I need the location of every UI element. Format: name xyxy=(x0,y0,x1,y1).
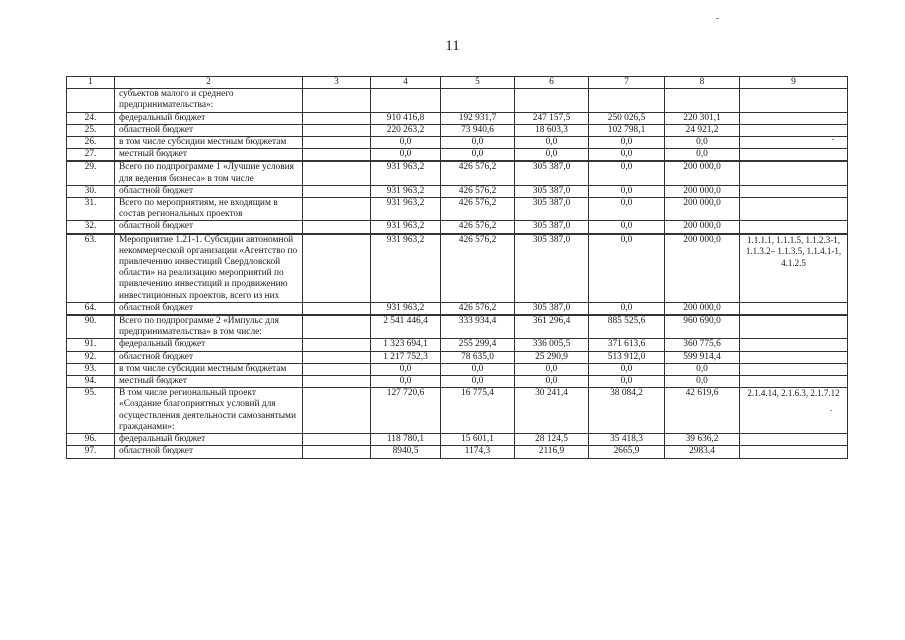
row-name: областной бюджет xyxy=(115,185,303,197)
table-row xyxy=(67,89,848,112)
cell-col5: 255 299,4 xyxy=(441,339,515,351)
cell-col4: 0,0 xyxy=(371,149,441,162)
cell-col3 xyxy=(303,446,371,458)
cell-result-codes xyxy=(740,315,848,339)
row-name: субъектов малого и среднего предпринимательства»: xyxy=(115,89,303,112)
cell-result-codes xyxy=(740,434,848,446)
cell-col5: 426 576,2 xyxy=(441,198,515,221)
page-number: 11 xyxy=(445,38,460,54)
cell-col8: 2983,4 xyxy=(665,446,740,458)
cell-col6: 0,0 xyxy=(515,137,589,149)
row-name: областной бюджет xyxy=(115,351,303,363)
cell-col7: 0,0 xyxy=(589,221,665,234)
row-name: федеральный бюджет xyxy=(115,339,303,351)
cell-col8: 0,0 xyxy=(665,137,740,149)
column-header-7: 7 xyxy=(589,77,665,89)
cell-col6: 0,0 xyxy=(515,376,589,388)
cell-col6: 0,0 xyxy=(515,363,589,375)
cell-col6: 25 290,9 xyxy=(515,351,589,363)
table-row xyxy=(67,339,848,351)
cell-col3 xyxy=(303,137,371,149)
row-number: 91. xyxy=(67,339,115,351)
column-header-1: 1 xyxy=(67,77,115,89)
cell-result-codes xyxy=(740,198,848,221)
cell-col3 xyxy=(303,363,371,375)
cell-col7: 38 084,2 xyxy=(589,388,665,434)
row-name: федеральный бюджет xyxy=(115,434,303,446)
cell-col6: 305 387,0 xyxy=(515,234,589,303)
cell-result-codes xyxy=(740,89,848,112)
table-row xyxy=(67,315,848,339)
cell-col5: 73 940,6 xyxy=(441,124,515,136)
cell-col5: 426 576,2 xyxy=(441,302,515,315)
cell-col7: 0,0 xyxy=(589,185,665,197)
table-row xyxy=(67,234,848,303)
row-name: Всего по подпрограмме 2 «Импульс для предпринимательства» в том числе: xyxy=(115,315,303,339)
cell-col8: 200 000,0 xyxy=(665,185,740,197)
cell-col4: 931 963,2 xyxy=(371,185,441,197)
row-name: в том числе субсидии местным бюджетам xyxy=(115,137,303,149)
cell-result-codes: 2.1.4.14, 2.1.6.3, 2.1.7.12 xyxy=(740,388,848,434)
cell-col6: 18 603,3 xyxy=(515,124,589,136)
scan-speck xyxy=(716,18,719,19)
cell-col7: 250 026,5 xyxy=(589,112,665,124)
row-number: 25. xyxy=(67,124,115,136)
cell-col4: 8940,5 xyxy=(371,446,441,458)
cell-col8 xyxy=(665,89,740,112)
cell-col6: 305 387,0 xyxy=(515,221,589,234)
cell-col4: 0,0 xyxy=(371,363,441,375)
table-row xyxy=(67,446,848,458)
row-number: 94. xyxy=(67,376,115,388)
table-row xyxy=(67,149,848,162)
table-row xyxy=(67,434,848,446)
row-name: областной бюджет xyxy=(115,124,303,136)
cell-col6: 0,0 xyxy=(515,149,589,162)
cell-col8: 200 000,0 xyxy=(665,302,740,315)
cell-col8: 0,0 xyxy=(665,149,740,162)
cell-col8: 200 000,0 xyxy=(665,161,740,185)
cell-col5: 1174,3 xyxy=(441,446,515,458)
column-header-2: 2 xyxy=(115,77,303,89)
cell-col4: 1 323 694,1 xyxy=(371,339,441,351)
row-number: 95. xyxy=(67,388,115,434)
column-header-8: 8 xyxy=(665,77,740,89)
cell-col8: 360 775,6 xyxy=(665,339,740,351)
cell-col4: 931 963,2 xyxy=(371,198,441,221)
row-number: 29. xyxy=(67,161,115,185)
cell-col8: 200 000,0 xyxy=(665,234,740,303)
cell-result-codes xyxy=(740,376,848,388)
row-name: областной бюджет xyxy=(115,221,303,234)
cell-col7: 0,0 xyxy=(589,198,665,221)
table-row xyxy=(67,388,848,434)
cell-col4: 931 963,2 xyxy=(371,161,441,185)
column-header-5: 5 xyxy=(441,77,515,89)
cell-col3 xyxy=(303,339,371,351)
row-number: 27. xyxy=(67,149,115,162)
cell-col6: 2116,9 xyxy=(515,446,589,458)
cell-col5: 192 931,7 xyxy=(441,112,515,124)
cell-col7: 0,0 xyxy=(589,363,665,375)
cell-col5: 78 635,0 xyxy=(441,351,515,363)
cell-col5: 0,0 xyxy=(441,376,515,388)
cell-col3 xyxy=(303,351,371,363)
row-number: 90. xyxy=(67,315,115,339)
cell-col8: 960 690,0 xyxy=(665,315,740,339)
row-number: 32. xyxy=(67,221,115,234)
cell-col7: 0,0 xyxy=(589,376,665,388)
table-row xyxy=(67,137,848,149)
cell-col8: 599 914,4 xyxy=(665,351,740,363)
cell-col3 xyxy=(303,388,371,434)
cell-col8: 42 619,6 xyxy=(665,388,740,434)
cell-col6: 336 005,5 xyxy=(515,339,589,351)
cell-col6: 305 387,0 xyxy=(515,185,589,197)
row-name: Всего по подпрограмме 1 «Лучшие условия для ведения бизнеса» в том числе xyxy=(115,161,303,185)
cell-col4: 1 217 752,3 xyxy=(371,351,441,363)
table-row xyxy=(67,112,848,124)
cell-col3 xyxy=(303,112,371,124)
row-name: федеральный бюджет xyxy=(115,112,303,124)
cell-result-codes xyxy=(740,221,848,234)
cell-col8: 24 921,2 xyxy=(665,124,740,136)
cell-col4: 2 541 446,4 xyxy=(371,315,441,339)
cell-col4: 220 263,2 xyxy=(371,124,441,136)
cell-result-codes: 1.1.1.1, 1.1.1.5, 1.1.2.3-1, 1.1.3.2– 1.1.3.5, 1.1.4.1-1, 4.1.2.5 xyxy=(740,234,848,303)
row-number: 26. xyxy=(67,137,115,149)
row-name: областной бюджет xyxy=(115,446,303,458)
cell-result-codes xyxy=(740,446,848,458)
cell-col8: 220 301,1 xyxy=(665,112,740,124)
cell-col3 xyxy=(303,221,371,234)
cell-result-codes xyxy=(740,149,848,162)
cell-col8: 200 000,0 xyxy=(665,221,740,234)
row-number: 63. xyxy=(67,234,115,303)
cell-result-codes xyxy=(740,124,848,136)
cell-col4: 931 963,2 xyxy=(371,221,441,234)
row-number: 97. xyxy=(67,446,115,458)
cell-col6: 305 387,0 xyxy=(515,198,589,221)
cell-col7: 0,0 xyxy=(589,137,665,149)
cell-col6: 28 124,5 xyxy=(515,434,589,446)
cell-result-codes xyxy=(740,363,848,375)
row-name: Всего по мероприятиям, не входящим в состав региональных проектов xyxy=(115,198,303,221)
column-header-3: 3 xyxy=(303,77,371,89)
cell-col5: 0,0 xyxy=(441,149,515,162)
row-number: 93. xyxy=(67,363,115,375)
table-row xyxy=(67,363,848,375)
column-header-9: 9 xyxy=(740,77,848,89)
cell-col7: 0,0 xyxy=(589,161,665,185)
cell-col8: 200 000,0 xyxy=(665,198,740,221)
cell-result-codes xyxy=(740,137,848,149)
row-number: 64. xyxy=(67,302,115,315)
row-number: 96. xyxy=(67,434,115,446)
cell-col3 xyxy=(303,161,371,185)
row-number: 31. xyxy=(67,198,115,221)
table-row xyxy=(67,351,848,363)
cell-col4: 0,0 xyxy=(371,137,441,149)
cell-col6: 30 241,4 xyxy=(515,388,589,434)
cell-col7: 102 798,1 xyxy=(589,124,665,136)
cell-col7: 513 912,0 xyxy=(589,351,665,363)
cell-col3 xyxy=(303,376,371,388)
table-row xyxy=(67,221,848,234)
row-number: 92. xyxy=(67,351,115,363)
cell-col8: 0,0 xyxy=(665,376,740,388)
cell-col6: 305 387,0 xyxy=(515,302,589,315)
cell-col5: 333 934,4 xyxy=(441,315,515,339)
cell-col6: 305 387,0 xyxy=(515,161,589,185)
cell-result-codes xyxy=(740,185,848,197)
cell-col7: 0,0 xyxy=(589,234,665,303)
cell-col3 xyxy=(303,434,371,446)
cell-col5: 426 576,2 xyxy=(441,161,515,185)
row-number xyxy=(67,89,115,112)
table-row xyxy=(67,376,848,388)
cell-col7: 35 418,3 xyxy=(589,434,665,446)
cell-col5 xyxy=(441,89,515,112)
table-row xyxy=(67,124,848,136)
table-row xyxy=(67,198,848,221)
cell-col5: 15 601,1 xyxy=(441,434,515,446)
cell-result-codes xyxy=(740,112,848,124)
column-header-6: 6 xyxy=(515,77,589,89)
table-row xyxy=(67,302,848,315)
cell-col3 xyxy=(303,124,371,136)
row-name: в том числе субсидии местным бюджетам xyxy=(115,363,303,375)
row-number: 30. xyxy=(67,185,115,197)
cell-col4: 0,0 xyxy=(371,376,441,388)
column-header-4: 4 xyxy=(371,77,441,89)
cell-col3 xyxy=(303,149,371,162)
table-row xyxy=(67,185,848,197)
cell-col4: 910 416,8 xyxy=(371,112,441,124)
cell-col3 xyxy=(303,302,371,315)
cell-col5: 426 576,2 xyxy=(441,221,515,234)
cell-col4: 931 963,2 xyxy=(371,302,441,315)
cell-col5: 0,0 xyxy=(441,363,515,375)
cell-col6: 247 157,5 xyxy=(515,112,589,124)
cell-col5: 426 576,2 xyxy=(441,234,515,303)
cell-col5: 16 775,4 xyxy=(441,388,515,434)
cell-col5: 426 576,2 xyxy=(441,185,515,197)
cell-col7: 0,0 xyxy=(589,302,665,315)
cell-col4: 118 780,1 xyxy=(371,434,441,446)
budget-table xyxy=(66,76,848,459)
cell-col3 xyxy=(303,89,371,112)
cell-col7: 2665,9 xyxy=(589,446,665,458)
cell-col8: 39 636,2 xyxy=(665,434,740,446)
row-name: областной бюджет xyxy=(115,302,303,315)
cell-col4: 127 720,6 xyxy=(371,388,441,434)
cell-col8: 0,0 xyxy=(665,363,740,375)
header-row xyxy=(67,77,848,89)
cell-col7: 0,0 xyxy=(589,149,665,162)
row-number: 24. xyxy=(67,112,115,124)
cell-col5: 0,0 xyxy=(441,137,515,149)
cell-col6 xyxy=(515,89,589,112)
row-name: местный бюджет xyxy=(115,149,303,162)
cell-col6: 361 296,4 xyxy=(515,315,589,339)
cell-col3 xyxy=(303,234,371,303)
cell-result-codes xyxy=(740,339,848,351)
row-name: местный бюджет xyxy=(115,376,303,388)
cell-col4 xyxy=(371,89,441,112)
cell-col7 xyxy=(589,89,665,112)
cell-col7: 885 525,6 xyxy=(589,315,665,339)
cell-col7: 371 613,6 xyxy=(589,339,665,351)
row-name: Мероприятие 1.21-1. Субсидии автономной некоммерческой организации «Агентство по привлечению инвестиций Свердловской области» на реализацию мероприятий по привлечению инвестиций и продвижению инвестиционных проектов, всего из них xyxy=(115,234,303,303)
cell-col3 xyxy=(303,185,371,197)
cell-result-codes xyxy=(740,302,848,315)
row-name: В том числе региональный проект «Создание благоприятных условий для осуществления деятельности самозанятыми гражданами»: xyxy=(115,388,303,434)
cell-col3 xyxy=(303,315,371,339)
cell-result-codes xyxy=(740,351,848,363)
cell-result-codes xyxy=(740,161,848,185)
cell-col4: 931 963,2 xyxy=(371,234,441,303)
cell-col3 xyxy=(303,198,371,221)
table-row xyxy=(67,161,848,185)
